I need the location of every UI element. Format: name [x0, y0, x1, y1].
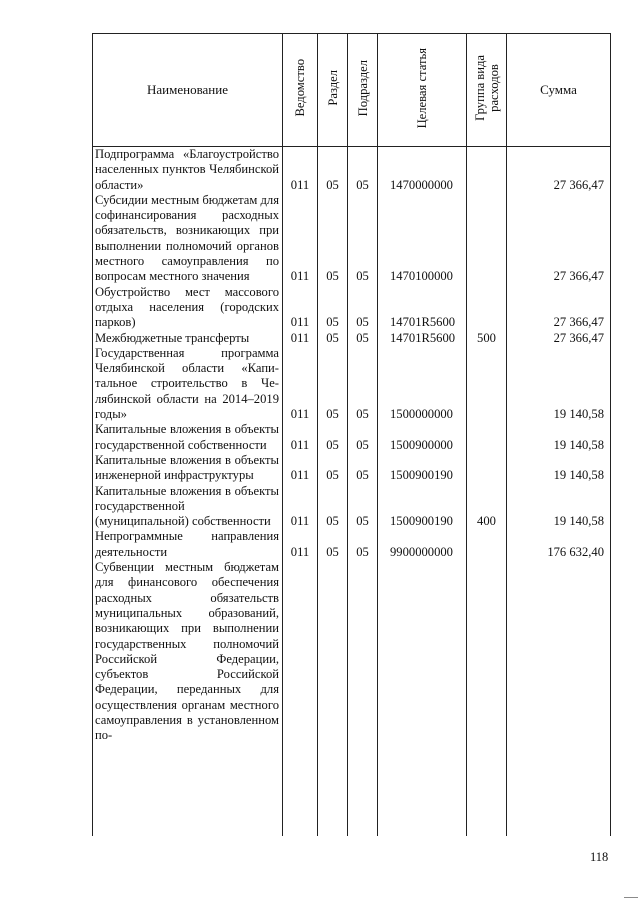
row-gruppa: 500 — [467, 331, 507, 346]
header-vedomstvo: Ведомство — [283, 34, 318, 147]
scan-edge-mark — [624, 897, 638, 899]
row-razdel: 05 — [318, 529, 348, 560]
header-celevaya-statya: Целевая статья — [378, 34, 467, 147]
row-summa: 27 366,47 — [507, 285, 611, 331]
table-row — [93, 193, 611, 285]
table-row — [93, 331, 611, 346]
row-vedomstvo: 011 — [283, 193, 318, 285]
row-gruppa — [467, 285, 507, 331]
header-name: Наименование — [93, 34, 283, 147]
row-celevaya-statya: 1470100000 — [378, 193, 467, 285]
row-vedomstvo: 011 — [283, 147, 318, 193]
row-razdel: 05 — [318, 331, 348, 346]
row-celevaya-statya: 14701R5600 — [378, 285, 467, 331]
row-celevaya-statya: 1500900190 — [378, 453, 467, 484]
table-filler-row — [93, 744, 611, 836]
row-vedomstvo: 011 — [283, 484, 318, 530]
row-vedomstvo: 011 — [283, 453, 318, 484]
row-vedomstvo: 011 — [283, 331, 318, 346]
row-gruppa — [467, 147, 507, 193]
row-gruppa — [467, 346, 507, 422]
row-podrazdel: 05 — [348, 484, 378, 530]
row-podrazdel: 05 — [348, 346, 378, 422]
row-gruppa — [467, 529, 507, 560]
row-summa: 19 140,58 — [507, 422, 611, 453]
row-celevaya-statya: 14701R5600 — [378, 331, 467, 346]
row-razdel — [318, 560, 348, 744]
row-name: Государственная программа Челябинской области «Капитальное строительство в Челябинской области на 2014–2019 годы» — [93, 346, 283, 422]
row-name: Капитальные вложения в объекты государственной собственности — [93, 422, 283, 453]
row-razdel: 05 — [318, 285, 348, 331]
row-summa: 27 366,47 — [507, 331, 611, 346]
row-name: Субсидии местным бюджетам для софинансирования расходных обязательств, возникающих при выполнении полномочий органов местного самоуправления по вопросам местного значения — [93, 193, 283, 285]
header-razdel: Раздел — [318, 34, 348, 147]
row-name: Подпрограмма «Благоустройство населенных пунктов Челябинской области» — [93, 147, 283, 193]
row-gruppa — [467, 193, 507, 285]
row-summa: 19 140,58 — [507, 453, 611, 484]
row-podrazdel: 05 — [348, 193, 378, 285]
row-celevaya-statya — [378, 560, 467, 744]
row-celevaya-statya: 1500900190 — [378, 484, 467, 530]
table-row — [93, 529, 611, 560]
row-name: Непрограммные направления деятельности — [93, 529, 283, 560]
row-celevaya-statya: 9900000000 — [378, 529, 467, 560]
row-vedomstvo: 011 — [283, 422, 318, 453]
row-podrazdel: 05 — [348, 147, 378, 193]
row-name: Обустройство мест массового отдыха населения (городских парков) — [93, 285, 283, 331]
table-row — [93, 147, 611, 193]
row-gruppa: 400 — [467, 484, 507, 530]
row-razdel: 05 — [318, 193, 348, 285]
row-podrazdel — [348, 560, 378, 744]
header-podrazdel: Подраздел — [348, 34, 378, 147]
row-gruppa — [467, 560, 507, 744]
row-gruppa — [467, 453, 507, 484]
page-number: 118 — [590, 850, 609, 864]
row-gruppa — [467, 422, 507, 453]
header-summa: Сумма — [507, 34, 611, 147]
row-vedomstvo: 011 — [283, 346, 318, 422]
row-summa: 19 140,58 — [507, 346, 611, 422]
row-summa: 19 140,58 — [507, 484, 611, 530]
row-razdel: 05 — [318, 346, 348, 422]
header-gruppa-vida-raskhodov: Группа вида расходов — [467, 34, 507, 147]
row-summa: 176 632,40 — [507, 529, 611, 560]
row-celevaya-statya: 1470000000 — [378, 147, 467, 193]
table-row — [93, 285, 611, 331]
row-name: Межбюджетные трансферты — [93, 331, 283, 346]
row-razdel: 05 — [318, 484, 348, 530]
table-row — [93, 453, 611, 484]
table-header-row — [93, 34, 611, 147]
table-row — [93, 560, 611, 744]
row-podrazdel: 05 — [348, 453, 378, 484]
row-celevaya-statya: 1500000000 — [378, 346, 467, 422]
budget-table — [92, 33, 611, 836]
table-row — [93, 346, 611, 422]
row-name: Капитальные вложения в объекты государственной (муниципальной) собственности — [93, 484, 283, 530]
row-name: Капитальные вложения в объекты инженерной инфраструктуры — [93, 453, 283, 484]
row-razdel: 05 — [318, 453, 348, 484]
row-summa: 27 366,47 — [507, 147, 611, 193]
row-name: Субвенции местным бюджетам для финансового обеспечения расходных обязательств муниципальных образований, возникающих при выполнении государственных полномочий Российской Федерации, субъектов Российской Федерации, переданных для осуществления органам местного самоуправления в установленном по- — [93, 560, 283, 744]
row-podrazdel: 05 — [348, 422, 378, 453]
row-vedomstvo: 011 — [283, 285, 318, 331]
row-podrazdel: 05 — [348, 285, 378, 331]
row-vedomstvo: 011 — [283, 529, 318, 560]
row-podrazdel: 05 — [348, 331, 378, 346]
table-row — [93, 422, 611, 453]
row-celevaya-statya: 1500900000 — [378, 422, 467, 453]
row-summa — [507, 560, 611, 744]
table-row — [93, 484, 611, 530]
row-razdel: 05 — [318, 422, 348, 453]
row-razdel: 05 — [318, 147, 348, 193]
row-summa: 27 366,47 — [507, 193, 611, 285]
row-podrazdel: 05 — [348, 529, 378, 560]
row-vedomstvo — [283, 560, 318, 744]
